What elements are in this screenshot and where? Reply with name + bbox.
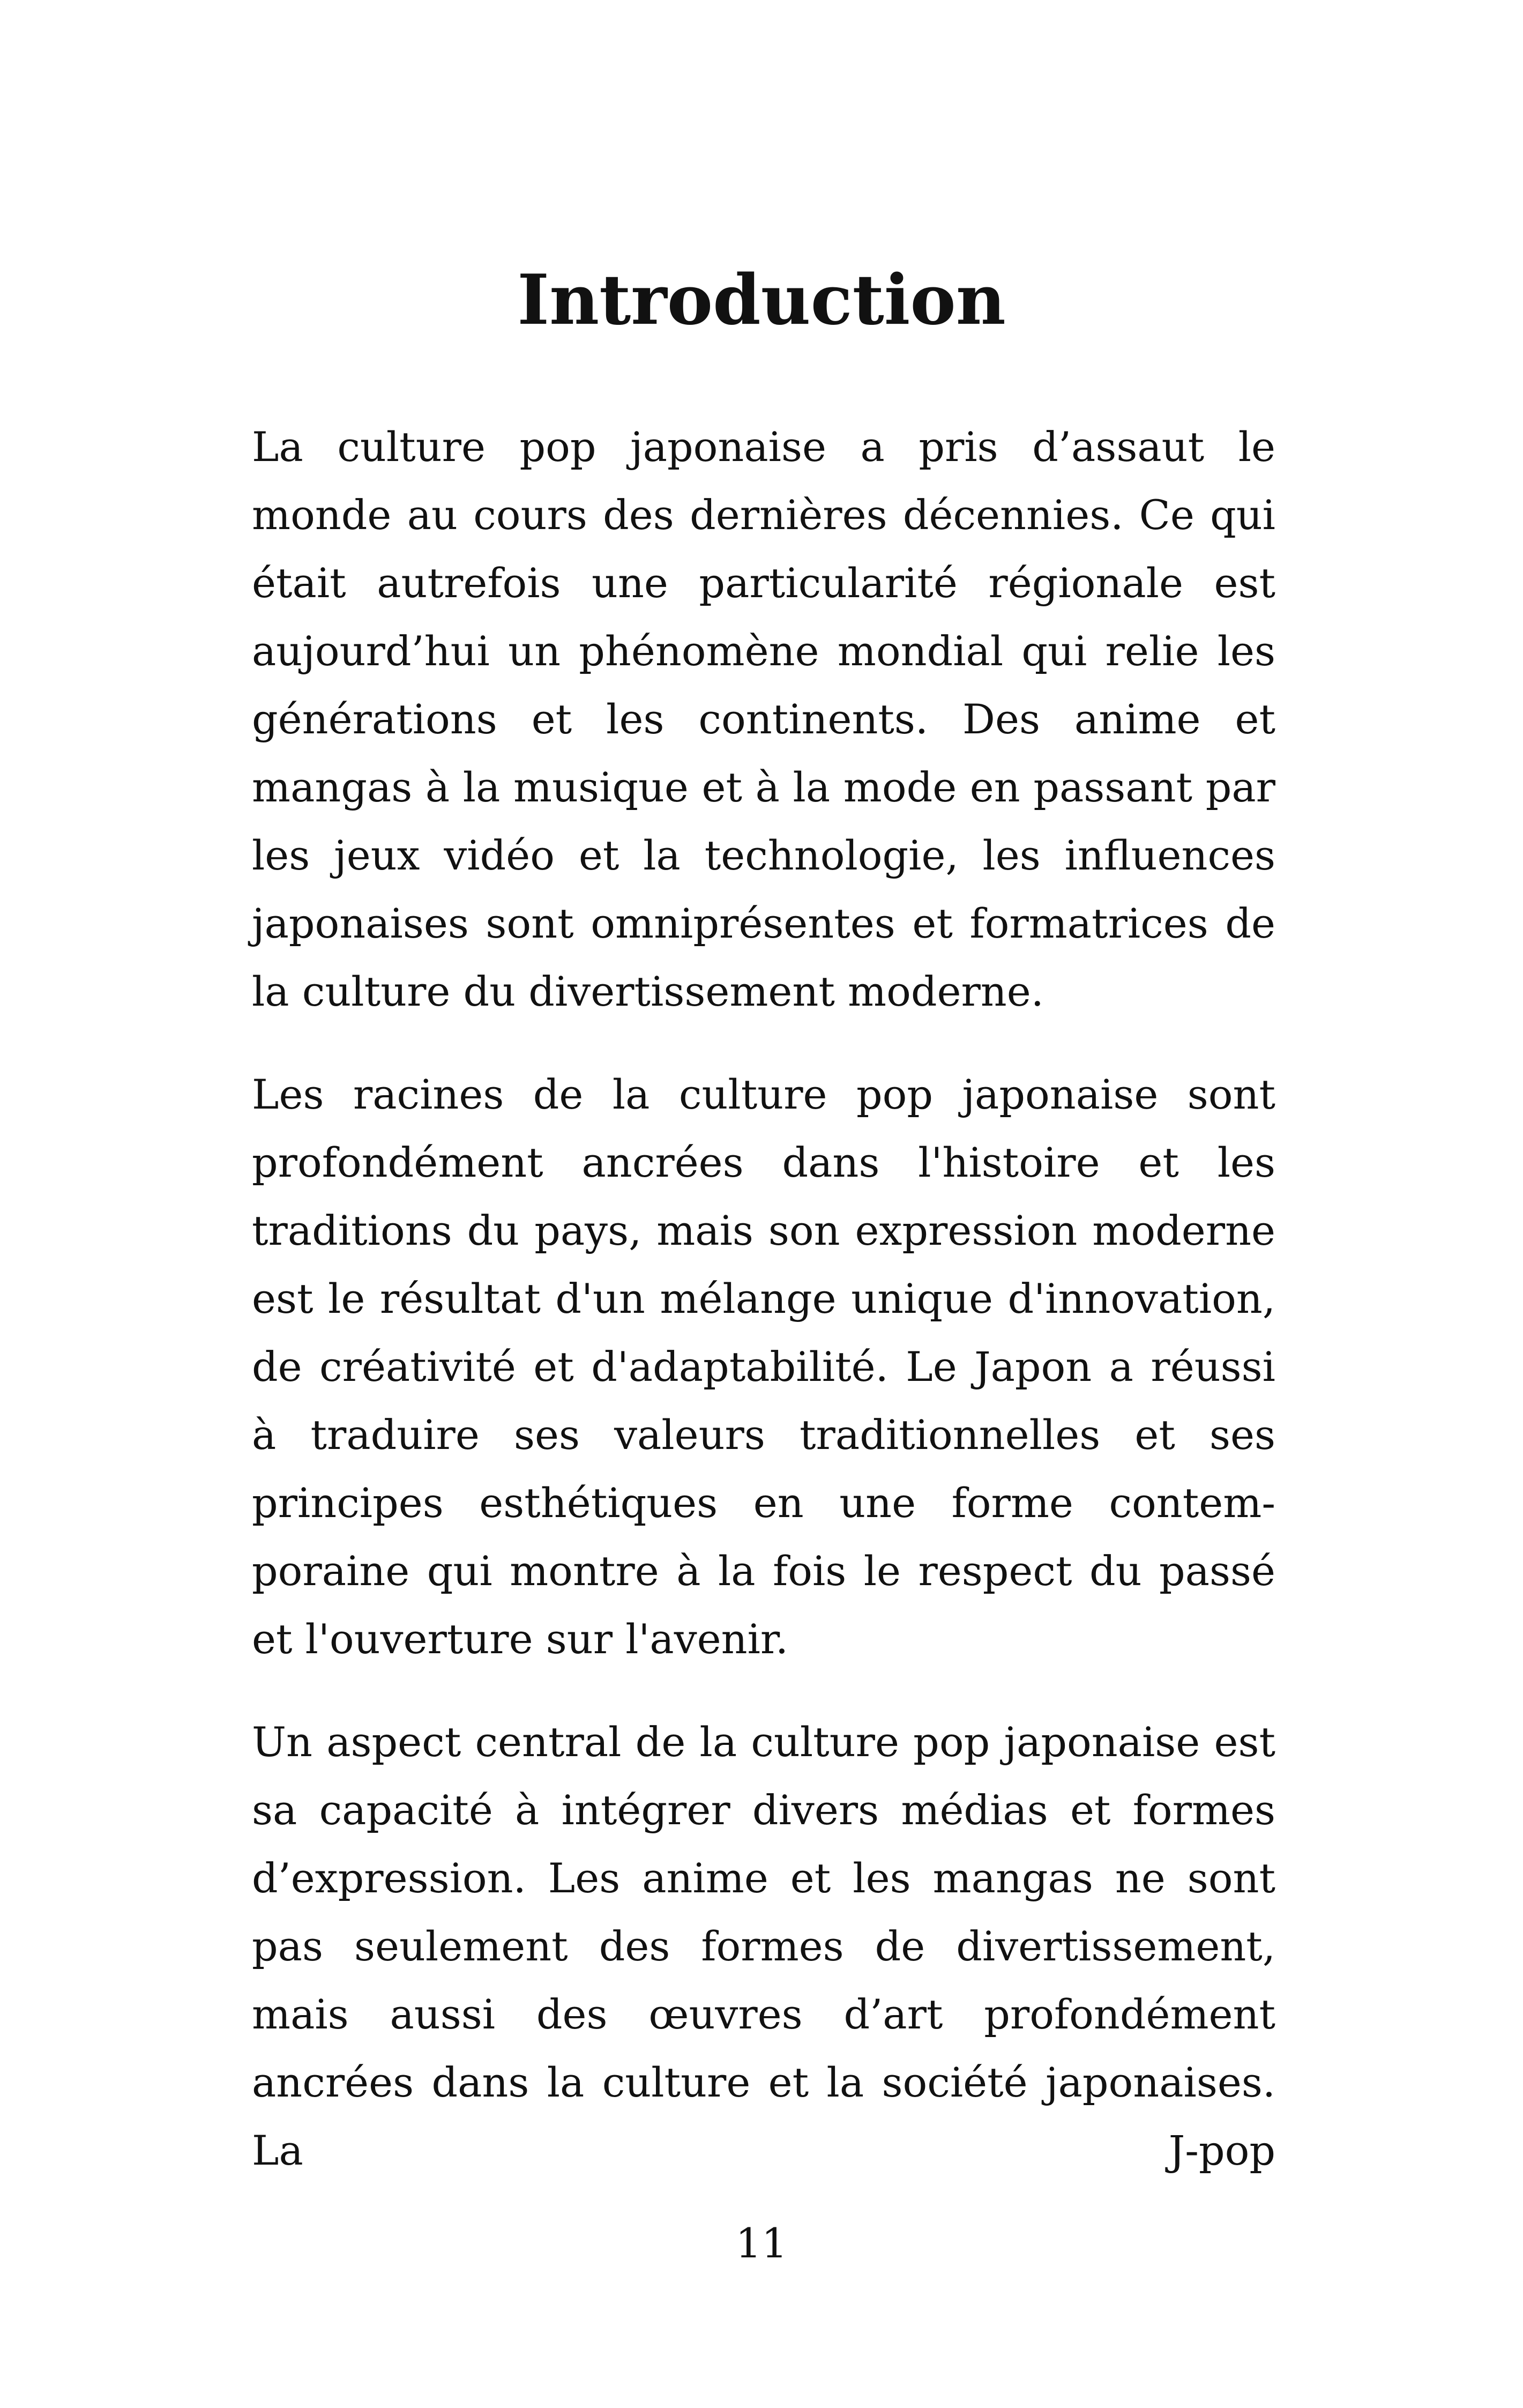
page-number: 11 <box>735 2219 788 2267</box>
chapter-title: Introduction <box>517 260 1006 340</box>
chapter-body <box>252 413 1275 2184</box>
paragraph-1: La culture pop japonaise a pris d’assaut le monde au cours des dernières décennies. Ce qui était autrefois une particularité régionale est aujourd’hui un phénomène mondial qui relie les générations et les continents. Des anime et mangas à la musique et à la mode en passant par les jeux vidéo et la technologie, les influences japonaises sont omniprésentes et formatrices de la culture du divertissement moderne. <box>252 423 1275 1015</box>
paragraph-3: Un aspect central de la culture pop japonaise est sa capacité à intégrer divers médias et formes d’expression. Les anime et les mangas ne sont pas seulement des formes de divertissement, mais aussi des œuvres d’art profondément ancrées dans la culture et la société japonaises. La J-pop <box>252 1718 1275 2174</box>
paragraph-2: Les racines de la culture pop japonaise sont profondément ancrées dans l'histoire et les traditions du pays, mais son expression moderne est le résultat d'un mélange unique d'innovation, de créativité et d'adaptabilité. Le Japon a réussi à traduire ses valeurs traditionnelles et ses principes esthétiques en une forme contemporaine qui montre à la fois le respect du passé et l'ouverture sur l'avenir. <box>252 1071 1275 1663</box>
